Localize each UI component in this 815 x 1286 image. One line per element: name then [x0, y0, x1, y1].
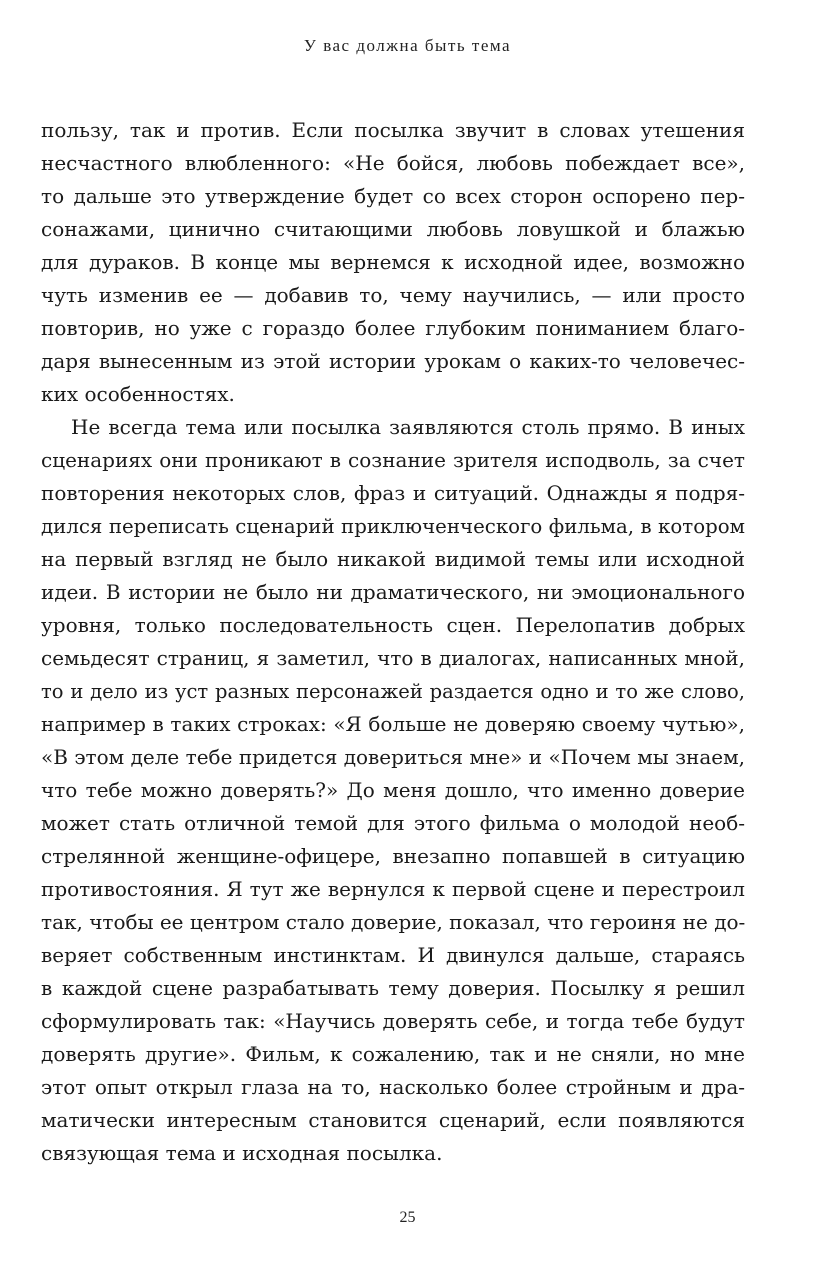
text-line: повторения некоторых слов, фраз и ситуаций. Однажды я подря-: [41, 481, 745, 505]
running-head: У вас должна быть тема: [303, 36, 512, 55]
text-line: несчастного влюбленного: «Не бойся, любовь побеждает все»,: [41, 151, 745, 175]
text-line: может стать отличной темой для этого фильма о молодой необ-: [41, 811, 745, 835]
text-line: уровня, только последовательность сцен. Перелопатив добрых: [41, 613, 745, 637]
text-line: даря вынесенным из этой истории урокам о каких-то человечес-: [41, 349, 745, 373]
text-line: например в таких строках: «Я больше не доверяю своему чутью»,: [41, 712, 745, 736]
text-line: связующая тема и исходная посылка.: [41, 1141, 443, 1165]
text-line: то и дело из уст разных персонажей раздается одно и то же слово,: [41, 680, 745, 703]
text-line: сценариях они проникают в сознание зрителя исподволь, за счет: [41, 448, 745, 472]
paragraph-2: [41, 411, 745, 1170]
text-line: идеи. В истории не было ни драматического, ни эмоционального: [41, 580, 745, 604]
text-line: то дальше это утверждение будет со всех сторон оспорено пер-: [41, 184, 745, 208]
text-line: Не всегда тема или посылка заявляются столь прямо. В иных: [71, 415, 745, 439]
text-line: этот опыт открыл глаза на то, насколько более стройным и дра-: [41, 1075, 745, 1099]
text-line: пользу, так и против. Если посылка звучит в словах утешения: [41, 118, 745, 142]
text-line: дился переписать сценарий приключенческого фильма, в котором: [41, 515, 745, 538]
text-line: доверять другие». Фильм, к сожалению, так и не сняли, но мне: [41, 1042, 745, 1066]
text-line: «В этом деле тебе придется довериться мне» и «Почем мы знаем,: [41, 745, 745, 769]
text-line: матически интересным становится сценарий, если появляются: [41, 1108, 745, 1132]
body-text: [41, 114, 745, 1170]
paragraph-1: [41, 114, 745, 411]
text-line: на первый взгляд не было никакой видимой темы или исходной: [41, 547, 745, 571]
text-line: чуть изменив ее — добавив то, чему научились, — или просто: [41, 283, 745, 307]
text-line: для дураков. В конце мы вернемся к исходной идее, возможно: [41, 250, 745, 274]
text-line: в каждой сцене разрабатывать тему доверия. Посылку я решил: [41, 976, 745, 1000]
text-line: семьдесят страниц, я заметил, что в диалогах, написанных мной,: [41, 646, 745, 670]
text-line: стрелянной женщине-офицере, внезапно попавшей в ситуацию: [41, 844, 745, 868]
text-line: повторив, но уже с гораздо более глубоким пониманием благо-: [41, 316, 745, 340]
text-line: ких особенностях.: [41, 382, 235, 406]
text-line: противостояния. Я тут же вернулся к первой сцене и перестроил: [41, 877, 745, 901]
text-line: сонажами, цинично считающими любовь ловушкой и блажью: [41, 217, 745, 241]
page-number: 25: [399, 1209, 416, 1226]
text-line: сформулировать так: «Научись доверять себе, и тогда тебе будут: [41, 1009, 745, 1033]
text-line: что тебе можно доверять?» До меня дошло, что именно доверие: [41, 778, 745, 802]
text-line: так, чтобы ее центром стало доверие, показал, что героиня не до-: [41, 910, 746, 934]
text-line: веряет собственным инстинктам. И двинулся дальше, стараясь: [41, 943, 745, 967]
